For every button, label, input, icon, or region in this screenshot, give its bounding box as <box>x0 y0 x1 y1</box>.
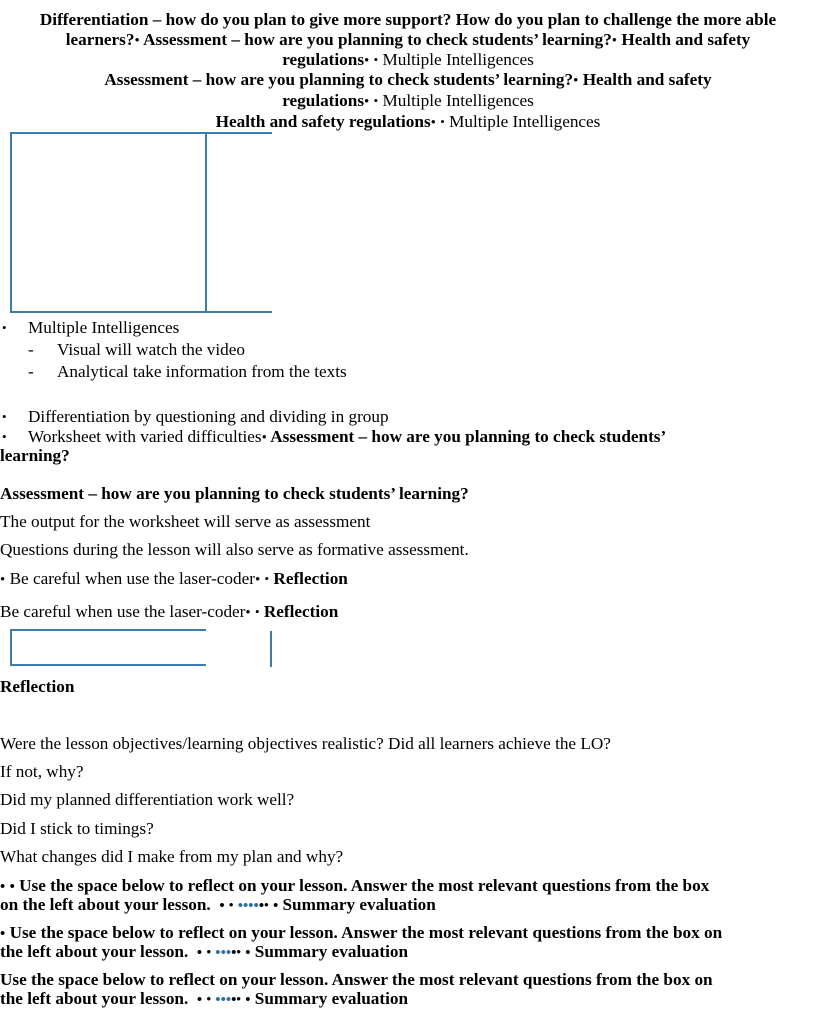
summary-label: Summary evaluation <box>278 895 436 914</box>
reflection-question: Did my planned differentiation work well? <box>0 790 295 809</box>
summary-b-line1 <box>0 923 722 944</box>
bullet-icon: • <box>373 52 379 67</box>
assessment-p1: The output for the worksheet will serve as assessment <box>0 512 371 531</box>
bullet-icon: • <box>254 604 260 619</box>
summary-text: the left about your lesson. <box>0 942 189 961</box>
bullet-icon: • <box>196 945 203 961</box>
dash: - <box>28 362 34 381</box>
summary-a-line1 <box>0 876 709 897</box>
table-border-top <box>10 132 272 134</box>
bullet-icon: • <box>245 605 251 621</box>
summary-a-line2 <box>0 895 436 916</box>
summary-text: Use the space below to reflect on your lesson. Answer the most relevant questions from the box on <box>5 923 723 942</box>
blue-dot-icon: • <box>220 945 226 961</box>
table-border-left <box>10 629 12 666</box>
header-text: learners? <box>65 30 135 49</box>
header-text: Health and safety regulations <box>215 112 431 131</box>
reflection-question: Did I stick to timings? <box>0 819 154 838</box>
mi-item: Analytical take information from the texts <box>57 362 347 381</box>
safety-text: Be careful when use the laser-coder <box>5 569 255 588</box>
summary-label: Summary evaluation <box>250 942 409 961</box>
bullet-icon: • <box>0 879 6 895</box>
list-item <box>2 318 180 338</box>
assessment-p4 <box>0 602 338 623</box>
header-text: regulations <box>282 91 365 110</box>
bullet-icon: • <box>206 991 211 1006</box>
reflection-inline: Reflection <box>269 569 348 588</box>
table-border-middle <box>205 132 207 313</box>
header-text: Assessment – how are you planning to check students’ learning? <box>139 30 612 49</box>
header-text: Multiple Intelligences <box>444 112 601 131</box>
bullet-icon: • <box>9 879 15 895</box>
header-text: Multiple Intelligences <box>378 91 534 110</box>
blue-dot-icon: • <box>253 898 259 914</box>
blue-dot-icon: • <box>237 898 244 914</box>
summary-text: on the left about your lesson. <box>0 895 211 914</box>
reflection-question: What changes did I make from my plan and why? <box>0 847 344 866</box>
header-text: regulations <box>282 50 365 69</box>
assessment-heading: Assessment – how are you planning to check students’ learning? <box>0 484 469 503</box>
assessment-p2: Questions during the lesson will also serve as formative assessment. <box>0 540 469 559</box>
bullet-icon: • <box>430 115 436 131</box>
list-item <box>2 427 667 447</box>
blue-dot-icon: • <box>248 898 254 914</box>
bullet-icon: • <box>236 944 241 959</box>
header-line-6 <box>0 112 816 133</box>
header-line-2 <box>0 30 816 51</box>
blue-dot-icon: • <box>225 992 232 1008</box>
blue-dot-icon: • <box>215 992 221 1008</box>
mi-heading: Multiple Intelligences <box>28 318 180 337</box>
assessment-inline-cont: learning? <box>0 446 70 465</box>
bullet-icon: • <box>231 992 237 1008</box>
bullet-icon: • <box>0 926 6 942</box>
header-text: Multiple Intelligences <box>378 50 534 69</box>
dash: - <box>28 340 34 359</box>
list-item <box>28 362 347 382</box>
summary-text: Use the space below to reflect on your lesson. Answer the most relevant questions from the box <box>14 876 710 895</box>
bullet-icon: • <box>254 572 261 588</box>
bullet-icon: • <box>258 898 265 914</box>
header-line-1: Differentiation – how do you plan to give more support? How do you plan to challenge the more able <box>39 10 777 29</box>
bullet-icon: • <box>236 991 241 1006</box>
bullet-icon: • <box>228 897 234 912</box>
summary-b-line2 <box>0 942 408 963</box>
reflection-question: Were the lesson objectives/learning objectives realistic? Did all learners achieve the LO? <box>0 734 611 753</box>
blue-dot-icon: • <box>215 945 221 961</box>
list-item <box>2 407 389 427</box>
table-border-bottom <box>10 664 206 666</box>
bullet-icon: • <box>364 94 370 110</box>
bullet-icon: • <box>206 944 211 959</box>
summary-text: the left about your lesson. <box>0 989 189 1008</box>
safety-text: Be careful when use the laser-coder <box>0 602 246 621</box>
assessment-inline: Assessment – how are you planning to check students’ <box>266 427 667 446</box>
bullet-icon: • <box>611 33 618 49</box>
bullet-icon: • <box>0 572 6 588</box>
worksheet-line <box>28 427 666 448</box>
differentiation-text: Differentiation by questioning and dividing in group <box>28 407 389 426</box>
list-item <box>28 340 245 360</box>
blue-dot-icon: • <box>225 945 232 961</box>
bullet-icon: • <box>440 114 445 129</box>
table-border-bottom <box>10 311 272 313</box>
bullet-icon: • <box>264 897 269 912</box>
bullet-icon: • <box>134 33 140 49</box>
summary-c-line2 <box>0 989 408 1010</box>
blue-dot-icon: • <box>243 898 249 914</box>
header-line-3 <box>0 50 816 71</box>
bullet-icon: • <box>2 429 7 444</box>
bullet-icon: • <box>264 571 270 586</box>
header-text: Health and safety <box>578 70 712 89</box>
bullet-icon: • <box>364 53 370 69</box>
summary-label: Summary evaluation <box>250 989 409 1008</box>
bullet-icon: • <box>231 945 237 961</box>
bullet-icon: • <box>2 409 7 424</box>
bullet-icon: • <box>261 430 267 446</box>
blue-dot-icon: • <box>220 992 226 1008</box>
table-border-top <box>10 629 206 631</box>
bullet-icon: • <box>373 93 379 108</box>
header-line-5 <box>0 91 816 112</box>
header-text: Health and safety <box>617 30 751 49</box>
reflection-inline: Reflection <box>259 602 339 621</box>
header-line-4 <box>0 70 816 91</box>
bullet-icon: • <box>196 992 203 1008</box>
worksheet-text: Worksheet with varied difficulties <box>28 427 262 446</box>
table-border-left <box>10 132 12 313</box>
summary-c-line1: Use the space below to reflect on your lesson. Answer the most relevant questions from the box on <box>0 970 713 989</box>
reflection-question: If not, why? <box>0 762 84 781</box>
reflection-heading: Reflection <box>0 677 75 696</box>
bullet-icon: • <box>219 898 225 914</box>
assessment-p3 <box>0 569 348 590</box>
bullet-icon: • <box>2 320 7 335</box>
mi-item: Visual will watch the video <box>57 340 245 359</box>
header-text: Assessment – how are you planning to check students’ learning? <box>104 70 574 89</box>
bullet-icon: • <box>245 945 251 961</box>
bullet-icon: • <box>573 73 579 89</box>
bullet-icon: • <box>272 898 279 914</box>
table-border-right <box>270 631 272 667</box>
bullet-icon: • <box>245 992 251 1008</box>
